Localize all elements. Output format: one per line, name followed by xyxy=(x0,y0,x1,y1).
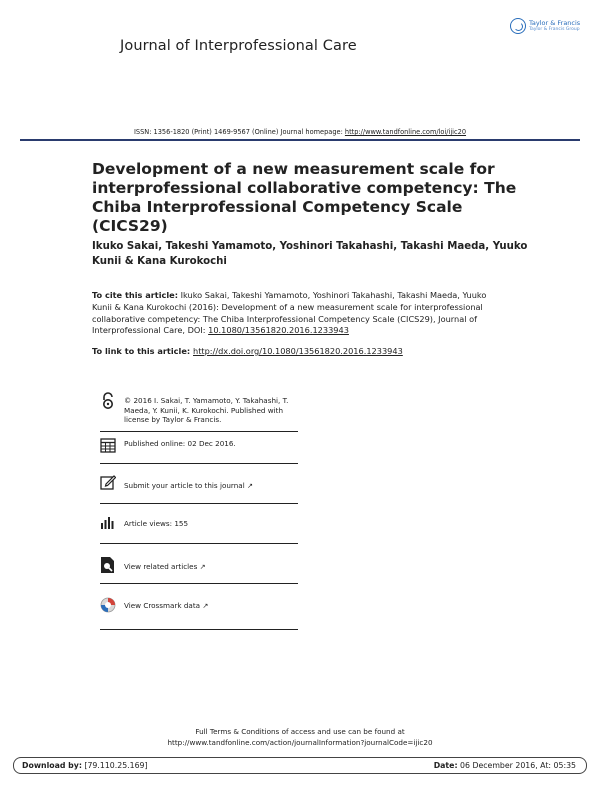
download-label: Download by: xyxy=(22,761,82,770)
open-access-icon xyxy=(100,392,116,408)
cite-label: To cite this article: xyxy=(92,290,178,300)
external-link-icon: ↗ xyxy=(202,601,209,610)
download-info xyxy=(22,761,148,770)
journal-homepage-link[interactable]: http://www.tandfonline.com/loi/ijic20 xyxy=(344,128,467,136)
crossmark-row[interactable] xyxy=(100,594,298,620)
article-link-block xyxy=(92,346,502,356)
journal-title: Journal of Interprofessional Care xyxy=(120,38,357,54)
related-link[interactable] xyxy=(124,562,300,572)
crossmark-text: View Crossmark data xyxy=(124,601,201,610)
submit-text: Submit your article to this journal xyxy=(124,481,245,490)
external-link-icon: ↗ xyxy=(247,481,254,490)
submit-row[interactable] xyxy=(100,472,298,498)
related-row[interactable] xyxy=(100,553,298,579)
footer-terms xyxy=(0,727,600,748)
publisher-logo[interactable] xyxy=(510,16,584,38)
license-text: © 2016 I. Sakai, T. Yamamoto, Y. Takahashi, T. Maeda, Y. Kunii, K. Kurokochi. Published with license by Taylor & Francis. xyxy=(124,396,289,425)
crossmark-link[interactable] xyxy=(124,601,300,611)
edit-icon xyxy=(100,474,116,490)
published-row xyxy=(100,434,298,460)
license-row xyxy=(100,390,298,430)
article-authors: Ikuko Sakai, Takeshi Yamamoto, Yoshinori Takahashi, Takashi Maeda, Yuuko Kunii & Kana Kurokochi xyxy=(92,241,528,267)
bar-chart-icon xyxy=(100,514,116,530)
download-ip: [79.110.25.169] xyxy=(81,761,148,770)
issn-text: ISSN: 1356-1820 (Print) 1469-9567 (Online) Journal homepage: xyxy=(133,128,345,136)
logo-name: Taylor & Francis xyxy=(529,19,581,27)
download-date xyxy=(434,761,576,770)
external-link-icon: ↗ xyxy=(199,562,206,571)
issn-line xyxy=(0,128,600,136)
header-divider xyxy=(20,139,580,141)
terms-url[interactable]: http://www.tandfonline.com/action/journalInformation?journalCode=ijic20 xyxy=(167,737,433,747)
info-divider xyxy=(100,583,298,584)
info-divider xyxy=(100,543,298,544)
related-articles-icon xyxy=(100,556,116,572)
tandf-logo-icon xyxy=(510,18,526,34)
terms-line: Full Terms & Conditions of access and use can be found at xyxy=(195,727,405,736)
date-value: 06 December 2016, At: 05:35 xyxy=(457,761,576,770)
doi-link[interactable]: 10.1080/13561820.2016.1233943 xyxy=(208,325,349,336)
logo-subtitle: Taylor & Francis Group xyxy=(529,27,580,32)
article-title: Development of a new measurement scale for interprofessional collaborative competency: The Chiba Interprofessional Competency Scale (CICS29) xyxy=(92,160,517,235)
published-text: Published online: 02 Dec 2016. xyxy=(124,439,236,448)
views-text: Article views: 155 xyxy=(124,519,189,528)
info-divider xyxy=(100,431,298,432)
link-label: To link to this article: xyxy=(92,346,193,356)
info-divider xyxy=(100,463,298,464)
article-link[interactable]: http://dx.doi.org/10.1080/13561820.2016.1233943 xyxy=(193,346,403,356)
submit-link[interactable] xyxy=(124,481,300,491)
crossmark-icon xyxy=(100,597,116,613)
citation-block xyxy=(92,290,502,337)
views-row xyxy=(100,512,298,538)
info-divider xyxy=(100,629,298,630)
download-info-bar xyxy=(13,757,587,774)
related-text: View related articles xyxy=(124,562,198,571)
cite-text: Ikuko Sakai, Takeshi Yamamoto, Yoshinori Takahashi, Takashi Maeda, Yuuko Kunii & Kana Kurokochi (2016): Development of a new measurement scale for interprofessional collaborative competency: The Chiba Interprofessional Competency Scale (CICS29), Journal of Interprofessional Care, DOI: xyxy=(92,290,487,336)
date-label: Date: xyxy=(433,761,458,770)
info-divider xyxy=(100,503,298,504)
calendar-icon xyxy=(100,437,116,453)
